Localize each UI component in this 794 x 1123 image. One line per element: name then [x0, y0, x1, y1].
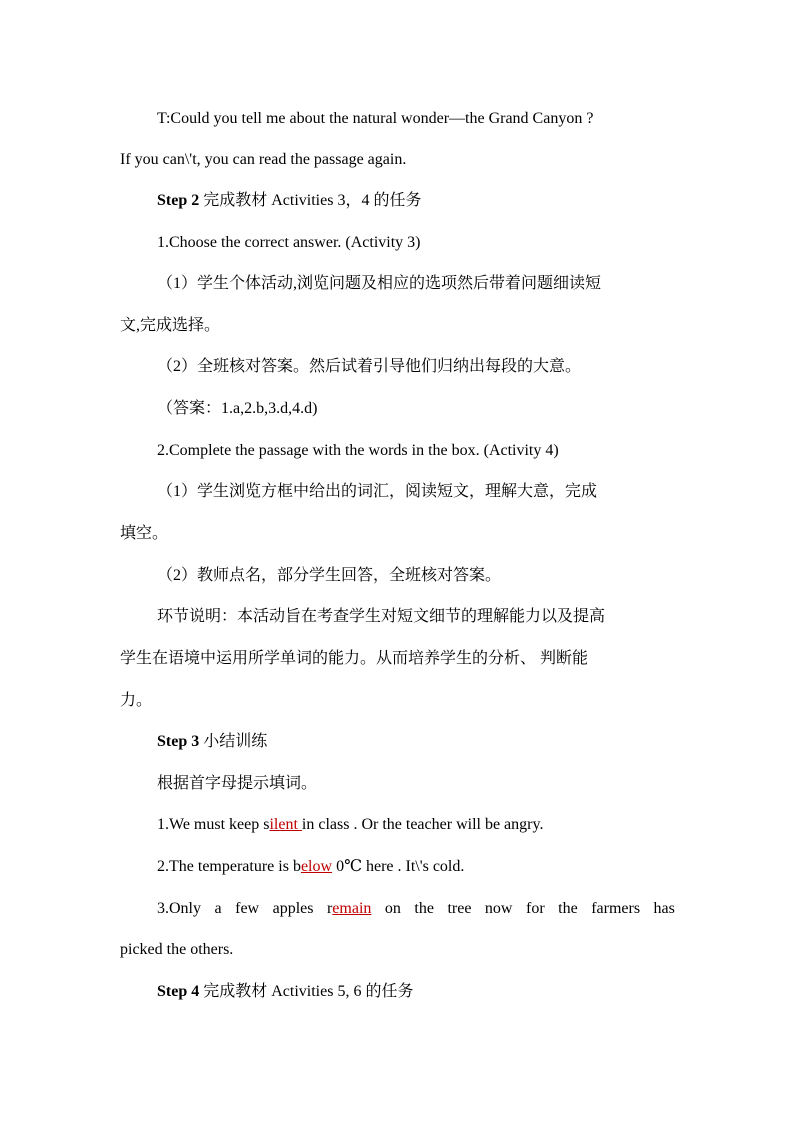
- paragraph-line: （1）学生个体活动,浏览问题及相应的选项然后带着问题细读短: [157, 275, 602, 292]
- answer-blank: ilent: [269, 816, 302, 833]
- word: the: [558, 900, 578, 917]
- word: r: [326, 900, 333, 917]
- word: tree: [447, 900, 472, 917]
- exercise-item: [157, 856, 794, 878]
- paragraph-line: 文,完成选择。: [120, 317, 221, 334]
- exercise-text: 0℃ here . It\'s cold.: [332, 858, 465, 875]
- paragraph-line: picked the others.: [120, 941, 234, 958]
- word-with-blank: [327, 898, 371, 920]
- paragraph-line: （2）教师点名，部分学生回答，全班核对答案。: [157, 567, 502, 584]
- step-heading: [157, 981, 794, 1003]
- answer-blank: emain: [332, 900, 372, 917]
- word: 3.Only: [157, 900, 201, 917]
- paragraph-line: 环节说明：本活动旨在考查学生对短文细节的理解能力以及提高: [157, 608, 606, 625]
- exercise-item: [157, 898, 675, 920]
- paragraph-line: 1.Choose the correct answer. (Activity 3): [157, 234, 421, 251]
- word: for: [525, 900, 545, 917]
- step-heading: [157, 190, 794, 212]
- word: a: [214, 900, 222, 917]
- paragraph-line: 学生在语境中运用所学单词的能力。从而培养学生的分析、 判断能: [120, 650, 589, 667]
- word: few: [235, 900, 260, 917]
- word: the: [414, 900, 434, 917]
- answer-blank: elow: [300, 858, 333, 875]
- word: farmers: [591, 900, 641, 917]
- paragraph-line: 填空。: [120, 525, 169, 542]
- step-text: 完成教材 Activities 5, 6 的任务: [203, 983, 414, 1000]
- word: on: [384, 900, 401, 917]
- paragraph-line: T:Could you tell me about the natural wonder—the Grand Canyon ?: [157, 110, 594, 127]
- step-label: Step 4: [157, 983, 200, 1000]
- word: apples: [272, 900, 314, 917]
- answer-line: （答案：1.a,2.b,3.d,4.d): [157, 400, 318, 417]
- exercise-text: in class . Or the teacher will be angry.: [301, 816, 544, 833]
- word: now: [484, 900, 513, 917]
- exercise-text: 1.We must keep s: [157, 816, 270, 833]
- paragraph-line: If you can\'t, you can read the passage again.: [120, 151, 407, 168]
- step-label: Step 2: [157, 192, 200, 209]
- paragraph-line: （1）学生浏览方框中给出的词汇，阅读短文，理解大意，完成: [157, 483, 598, 500]
- paragraph-line: 2.Complete the passage with the words in the box. (Activity 4): [157, 442, 559, 459]
- paragraph-line: （2）全班核对答案。然后试着引导他们归纳出每段的大意。: [157, 358, 582, 375]
- step-text: 完成教材 Activities 3，4 的任务: [203, 192, 422, 209]
- exercise-item: [157, 814, 794, 836]
- paragraph-line: 力。: [120, 692, 153, 709]
- word: has: [653, 900, 675, 917]
- step-text: 小结训练: [203, 733, 268, 750]
- step-label: Step 3: [157, 733, 200, 750]
- paragraph-line: 根据首字母提示填词。: [157, 775, 318, 792]
- step-heading: [157, 731, 794, 753]
- exercise-text: 2.The temperature is b: [157, 858, 301, 875]
